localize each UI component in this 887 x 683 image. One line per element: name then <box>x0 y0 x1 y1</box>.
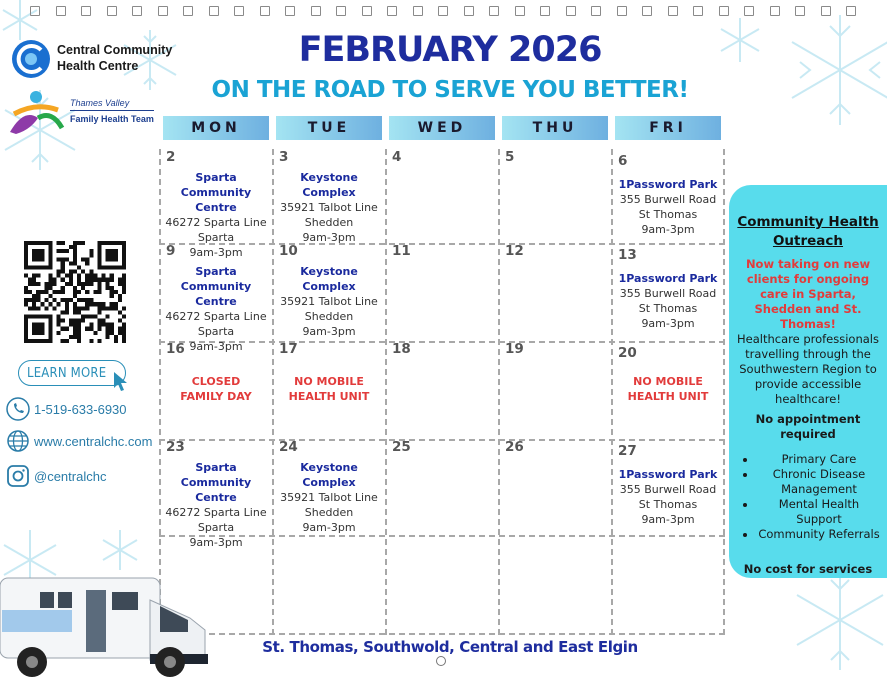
clinic-hours: 9am-3pm <box>189 340 243 353</box>
clinic-hours: 9am-3pm <box>641 223 695 236</box>
binding-ring <box>158 6 168 16</box>
address-line: 355 Burwell Road <box>619 483 717 496</box>
outreach-no-appointment: No appointment required <box>755 412 861 441</box>
day-number: 27 <box>618 443 637 459</box>
day-number: 13 <box>618 247 637 263</box>
address-line: St Thomas <box>638 208 698 221</box>
address-line: Shedden <box>304 310 354 323</box>
calendar-day-cell <box>275 244 383 336</box>
calendar-day-cell <box>614 440 722 532</box>
binding-ring <box>693 6 703 16</box>
calendar-day-cell <box>614 342 722 434</box>
binding-ring <box>591 6 601 16</box>
binding-ring <box>515 6 525 16</box>
binding-ring <box>183 6 193 16</box>
calendar-grid <box>159 149 725 635</box>
qr-code[interactable] <box>24 241 126 343</box>
binding-ring <box>107 6 117 16</box>
calendar-day-cell <box>388 150 496 242</box>
calendar-day-cell <box>501 150 609 242</box>
partner-name-line2: Family Health Team <box>70 110 154 126</box>
day-header-tue: TUE <box>276 116 382 140</box>
day-number: 18 <box>392 341 411 357</box>
location-name: Keystone Complex <box>300 461 358 489</box>
day-header-mon: MON <box>163 116 269 140</box>
day-number: 9 <box>166 243 176 259</box>
website-url: www.centralchc.com <box>34 433 153 449</box>
outreach-highlight: Now taking on new clients for ongoing care in Sparta, Shedden and St. Thomas! <box>745 257 871 331</box>
address-line: Sparta <box>197 325 235 338</box>
partner-name-line1: Thames Valley <box>70 98 130 108</box>
calendar-day-cell <box>501 342 609 434</box>
address-line: Shedden <box>304 506 354 519</box>
binding-ring <box>132 6 142 16</box>
phone-number: 1-519-633-6930 <box>34 401 127 417</box>
binding-ring <box>336 6 346 16</box>
binding-ring <box>209 6 219 16</box>
binding-ring <box>56 6 66 16</box>
calendar-day-cell <box>162 439 270 549</box>
location-name: Keystone Complex <box>300 171 358 199</box>
service-item: • Chronic Disease Management <box>757 467 881 497</box>
cursor-click-icon <box>112 370 130 392</box>
clinic-hours: 9am-3pm <box>302 325 356 338</box>
address-line: 35921 Talbot Line <box>280 491 378 504</box>
binding-ring <box>30 6 40 16</box>
binding-ring <box>719 6 729 16</box>
binding-ring <box>285 6 295 16</box>
thames-valley-logo <box>4 88 154 138</box>
binding-ring <box>744 6 754 16</box>
day-number: 4 <box>392 149 402 165</box>
services-list <box>735 452 881 542</box>
day-number: 10 <box>279 243 298 259</box>
phone-contact[interactable] <box>6 397 127 421</box>
clinic-hours: 9am-3pm <box>641 513 695 526</box>
day-header-wed: WED <box>389 116 495 140</box>
binding-ring <box>770 6 780 16</box>
outreach-body: Healthcare professionals travelling through the Southwestern Region to provide accessible healthcare! <box>736 332 879 406</box>
mobile-health-van-image <box>0 570 210 683</box>
calendar-day-cell <box>388 440 496 532</box>
phone-icon <box>6 397 30 421</box>
instagram-handle: @centralchc <box>34 468 107 484</box>
day-number: 20 <box>618 345 637 361</box>
calendar-day-cell <box>388 244 496 336</box>
instagram-contact[interactable] <box>6 464 106 488</box>
service-item: • Community Referrals <box>757 527 881 542</box>
page-indicator-dot <box>436 656 446 666</box>
day-number: 6 <box>618 153 628 169</box>
binding-ring <box>489 6 499 16</box>
clinic-hours: 9am-3pm <box>641 317 695 330</box>
binding-ring <box>642 6 652 16</box>
address-line: 355 Burwell Road <box>619 193 717 206</box>
closure-notice: NO MOBILE HEALTH UNIT <box>288 375 370 403</box>
binding-ring <box>540 6 550 16</box>
outreach-info-box <box>729 185 887 578</box>
outreach-title: Community Health Outreach <box>737 214 879 249</box>
chc-swirl-icon <box>10 38 52 80</box>
calendar-day-cell <box>275 150 383 242</box>
binding-ring <box>566 6 576 16</box>
clinic-hours: 9am-3pm <box>302 521 356 534</box>
location-name: Sparta Community Centre <box>180 171 252 214</box>
day-number: 3 <box>279 149 289 165</box>
binding-ring <box>234 6 244 16</box>
location-name: 1Password Park <box>618 468 718 481</box>
day-number: 17 <box>279 341 298 357</box>
globe-icon <box>6 429 30 453</box>
calendar-day-cell <box>614 244 722 336</box>
binding-ring <box>464 6 474 16</box>
calendar-day-cell <box>162 342 270 434</box>
day-number: 2 <box>166 149 176 165</box>
address-line: St Thomas <box>638 302 698 315</box>
address-line: Sparta <box>197 231 235 244</box>
calendar-day-cell <box>275 440 383 532</box>
family-figures-icon <box>4 88 66 138</box>
address-line: 46272 Sparta Line <box>165 506 267 519</box>
binding-ring <box>362 6 372 16</box>
org-name-line2: Health Centre <box>57 59 139 73</box>
binding-ring <box>81 6 91 16</box>
day-number: 26 <box>505 439 524 455</box>
outreach-no-cost: No cost for services <box>743 562 873 576</box>
service-region: St. Thomas, Southwold, Central and East Elgin <box>262 638 638 656</box>
calendar-day-cell <box>501 440 609 532</box>
address-line: Sparta <box>197 521 235 534</box>
binding-ring <box>311 6 321 16</box>
closure-notice: CLOSED FAMILY DAY <box>180 375 252 403</box>
day-number: 23 <box>166 439 185 455</box>
binding-ring <box>387 6 397 16</box>
calendar-binding-rings <box>30 4 860 18</box>
location-name: Sparta Community Centre <box>180 461 252 504</box>
service-item: • Primary Care <box>757 452 881 467</box>
service-item: • Mental Health Support <box>757 497 881 527</box>
day-header-fri: FRI <box>615 116 721 140</box>
calendar-day-cell <box>388 342 496 434</box>
binding-ring <box>413 6 423 16</box>
address-line: St Thomas <box>638 498 698 511</box>
binding-ring <box>617 6 627 16</box>
address-line: Shedden <box>304 216 354 229</box>
page-title: FEBRUARY 2026 <box>298 30 602 70</box>
page-subtitle: ON THE ROAD TO SERVE YOU BETTER! <box>211 77 689 103</box>
binding-ring <box>668 6 678 16</box>
learn-more-button[interactable] <box>18 358 130 396</box>
location-name: Sparta Community Centre <box>180 265 252 308</box>
binding-ring <box>846 6 856 16</box>
calendar-day-cell <box>162 149 270 259</box>
central-chc-logo <box>10 38 185 80</box>
location-name: 1Password Park <box>618 178 718 191</box>
calendar-day-cell <box>501 244 609 336</box>
address-line: 355 Burwell Road <box>619 287 717 300</box>
day-number: 24 <box>279 439 298 455</box>
calendar-day-cell <box>275 342 383 434</box>
day-number: 11 <box>392 243 411 259</box>
day-number: 19 <box>505 341 524 357</box>
address-line: 46272 Sparta Line <box>165 216 267 229</box>
website-contact[interactable] <box>6 429 152 453</box>
location-name: Keystone Complex <box>300 265 358 293</box>
clinic-hours: 9am-3pm <box>302 231 356 244</box>
clinic-hours: 9am-3pm <box>189 246 243 259</box>
binding-ring <box>795 6 805 16</box>
address-line: 35921 Talbot Line <box>280 201 378 214</box>
address-line: 46272 Sparta Line <box>165 310 267 323</box>
day-number: 5 <box>505 149 515 165</box>
calendar-day-cell <box>614 150 722 242</box>
day-number: 25 <box>392 439 411 455</box>
binding-ring <box>821 6 831 16</box>
day-number: 16 <box>166 341 185 357</box>
learn-more-label: LEARN MORE <box>18 360 126 386</box>
instagram-icon <box>6 464 30 488</box>
org-name-line1: Central Community <box>57 43 173 57</box>
closure-notice: NO MOBILE HEALTH UNIT <box>627 375 709 403</box>
binding-ring <box>438 6 448 16</box>
address-line: 35921 Talbot Line <box>280 295 378 308</box>
binding-ring <box>260 6 270 16</box>
day-header-thu: THU <box>502 116 608 140</box>
clinic-hours: 9am-3pm <box>189 536 243 549</box>
location-name: 1Password Park <box>618 272 718 285</box>
day-number: 12 <box>505 243 524 259</box>
